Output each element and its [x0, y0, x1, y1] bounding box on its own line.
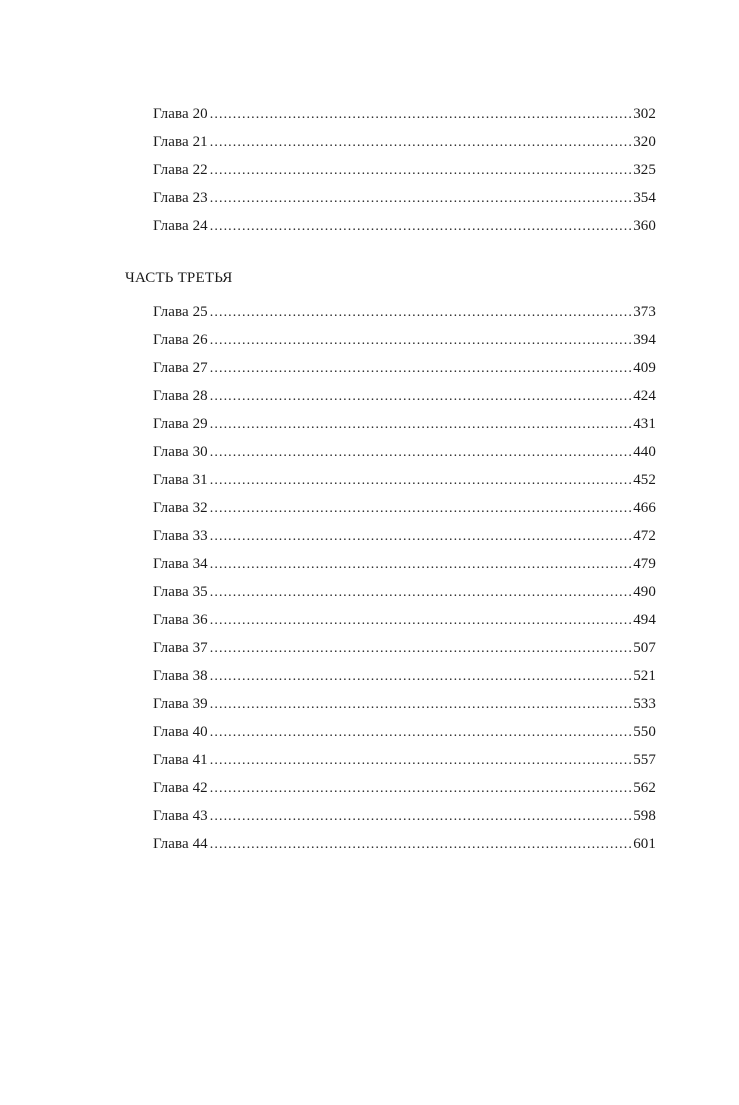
- toc-entry: [153, 550, 656, 578]
- toc-entry-title: Глава 40: [153, 724, 208, 740]
- toc-entry-title: Глава 42: [153, 780, 208, 796]
- toc-entry: [153, 382, 656, 410]
- toc-entry-title: Глава 39: [153, 696, 208, 712]
- toc-entry: [153, 212, 656, 240]
- toc-entry-page: 424: [633, 388, 656, 404]
- toc-entry-page: 302: [633, 106, 656, 122]
- toc-entry-page: 360: [633, 218, 656, 234]
- toc-entry: [153, 746, 656, 774]
- dot-leader: [210, 719, 631, 746]
- toc-entry-page: 354: [633, 190, 656, 206]
- dot-leader: [210, 411, 631, 438]
- toc-entry-page: 494: [633, 612, 656, 628]
- dot-leader: [210, 775, 631, 802]
- dot-leader: [210, 157, 631, 184]
- dot-leader: [210, 747, 631, 774]
- toc-entry-page: 320: [633, 134, 656, 150]
- dot-leader: [210, 831, 631, 858]
- dot-leader: [210, 439, 631, 466]
- toc-entry-page: 466: [633, 500, 656, 516]
- toc-entry-title: Глава 32: [153, 500, 208, 516]
- toc-entry: [153, 802, 656, 830]
- dot-leader: [210, 129, 631, 156]
- toc-entry: [153, 718, 656, 746]
- toc-entry: [153, 662, 656, 690]
- toc-entry-title: Глава 35: [153, 584, 208, 600]
- toc-entry-page: 562: [633, 780, 656, 796]
- toc-entry-page: 479: [633, 556, 656, 572]
- toc-entry: [153, 690, 656, 718]
- toc-entry-page: 325: [633, 162, 656, 178]
- dot-leader: [210, 551, 631, 578]
- toc-entry-page: 394: [633, 332, 656, 348]
- toc-entry-page: 550: [633, 724, 656, 740]
- toc-entry-page: 557: [633, 752, 656, 768]
- toc-entry-title: Глава 33: [153, 528, 208, 544]
- toc-entry: [153, 774, 656, 802]
- toc-entry: [153, 466, 656, 494]
- toc-entry: [153, 522, 656, 550]
- toc-entry-title: Глава 31: [153, 472, 208, 488]
- toc-entry-title: Глава 30: [153, 444, 208, 460]
- toc-entry: [153, 326, 656, 354]
- toc-entry: [153, 606, 656, 634]
- toc-entry-page: 601: [633, 836, 656, 852]
- toc-entry: [153, 298, 656, 326]
- toc-continued-list: [153, 100, 656, 240]
- toc-entry-title: Глава 20: [153, 106, 208, 122]
- toc-entry: [153, 354, 656, 382]
- toc-entry-page: 533: [633, 696, 656, 712]
- toc-entry: [153, 410, 656, 438]
- toc-entry-page: 472: [633, 528, 656, 544]
- toc-entry-title: Глава 38: [153, 668, 208, 684]
- dot-leader: [210, 607, 631, 634]
- toc-entry-title: Глава 23: [153, 190, 208, 206]
- toc-entry-page: 521: [633, 668, 656, 684]
- dot-leader: [210, 635, 631, 662]
- toc-entry: [153, 578, 656, 606]
- toc-entry-title: Глава 26: [153, 332, 208, 348]
- toc-entry-page: 373: [633, 304, 656, 320]
- dot-leader: [210, 523, 631, 550]
- dot-leader: [210, 579, 631, 606]
- dot-leader: [210, 803, 631, 830]
- toc-entry-page: 598: [633, 808, 656, 824]
- toc-entry-title: Глава 44: [153, 836, 208, 852]
- dot-leader: [210, 663, 631, 690]
- toc-entry-title: Глава 21: [153, 134, 208, 150]
- toc-entry: [153, 184, 656, 212]
- dot-leader: [210, 691, 631, 718]
- toc-entry: [153, 100, 656, 128]
- dot-leader: [210, 327, 631, 354]
- toc-entry: [153, 494, 656, 522]
- toc-entry-page: 452: [633, 472, 656, 488]
- toc-entry: [153, 438, 656, 466]
- toc-entry-title: Глава 22: [153, 162, 208, 178]
- toc-entry: [153, 128, 656, 156]
- toc-entry-title: Глава 25: [153, 304, 208, 320]
- dot-leader: [210, 101, 631, 128]
- toc-entry: [153, 634, 656, 662]
- toc-entry-title: Глава 37: [153, 640, 208, 656]
- toc-entry-title: Глава 27: [153, 360, 208, 376]
- dot-leader: [210, 467, 631, 494]
- dot-leader: [210, 383, 631, 410]
- toc-entry-title: Глава 24: [153, 218, 208, 234]
- toc-part-three-list: [153, 298, 656, 858]
- dot-leader: [210, 185, 631, 212]
- toc-entry-page: 490: [633, 584, 656, 600]
- toc-entry: [153, 830, 656, 858]
- dot-leader: [210, 355, 631, 382]
- toc-entry-page: 409: [633, 360, 656, 376]
- toc-entry-title: Глава 28: [153, 388, 208, 404]
- toc-entry-page: 507: [633, 640, 656, 656]
- toc-entry-page: 440: [633, 444, 656, 460]
- toc-entry: [153, 156, 656, 184]
- toc-entry-title: Глава 43: [153, 808, 208, 824]
- toc-entry-page: 431: [633, 416, 656, 432]
- toc-entry-title: Глава 41: [153, 752, 208, 768]
- dot-leader: [210, 299, 631, 326]
- part-three-heading: ЧАСТЬ ТРЕТЬЯ: [125, 270, 233, 286]
- toc-entry-title: Глава 29: [153, 416, 208, 432]
- dot-leader: [210, 213, 631, 240]
- toc-entry-title: Глава 34: [153, 556, 208, 572]
- dot-leader: [210, 495, 631, 522]
- toc-entry-title: Глава 36: [153, 612, 208, 628]
